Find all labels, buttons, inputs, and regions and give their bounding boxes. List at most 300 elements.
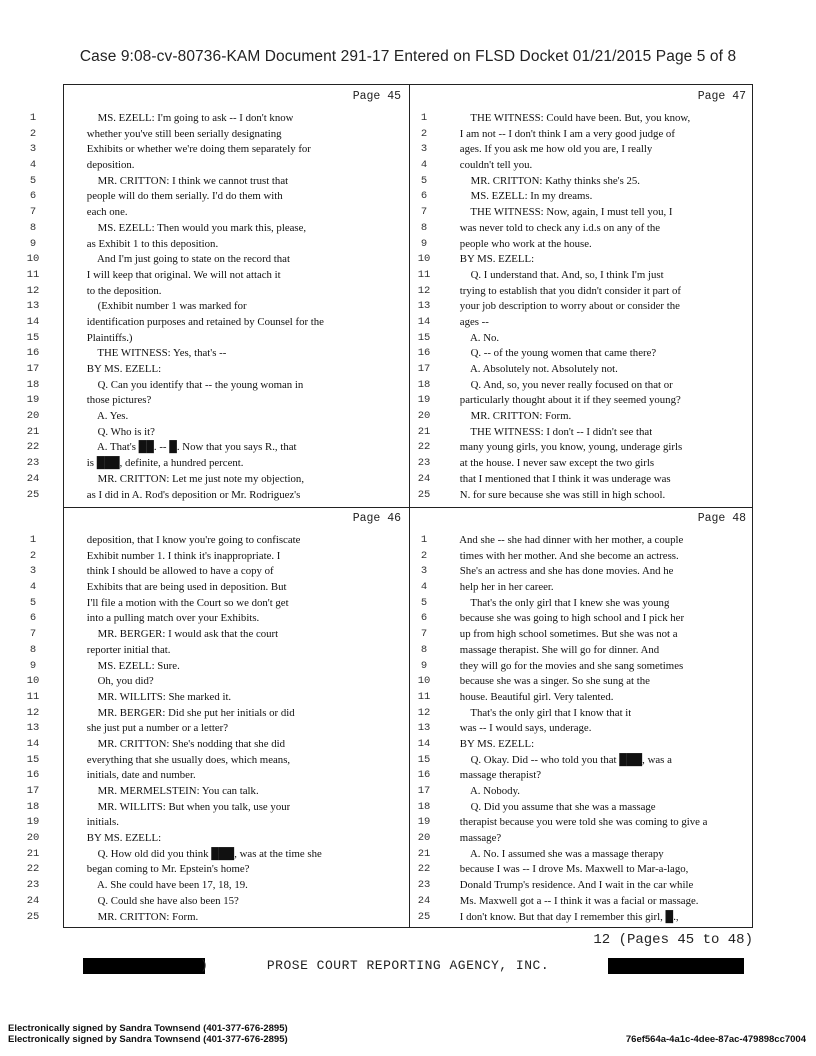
line-number: 20	[26, 410, 40, 423]
transcript-line	[26, 409, 409, 425]
line-text: THE WITNESS: Now, again, I must tell you, I	[449, 206, 673, 219]
transcript-line	[409, 362, 754, 378]
line-text: couldn't tell you.	[449, 159, 533, 172]
transcript-line	[26, 721, 409, 737]
line-text: I am not -- I don't think I am a very good judge of	[449, 127, 675, 140]
transcript-line	[26, 862, 409, 878]
transcript-line	[26, 910, 409, 926]
line-number: 6	[29, 612, 37, 625]
transcript-line	[29, 549, 409, 565]
transcript-line	[409, 158, 754, 174]
transcript-line	[409, 847, 754, 863]
line-text: MR. CRITTON: Form.	[76, 910, 199, 923]
transcript-line	[29, 564, 409, 580]
line-text: MR. BERGER: I would ask that the court	[76, 628, 279, 641]
line-text: Q. Could she have also been 15?	[76, 894, 239, 907]
transcript-line	[29, 142, 409, 158]
line-number: 15	[417, 753, 431, 766]
line-number: 7	[29, 206, 37, 219]
line-text: MR. WILLITS: She marked it.	[76, 690, 232, 703]
transcript-page-46	[26, 507, 409, 929]
line-number: 25	[417, 488, 431, 501]
line-number: 21	[26, 425, 40, 438]
transcript-page-47	[409, 85, 754, 507]
transcript-line	[409, 831, 754, 847]
line-number: 23	[417, 879, 431, 892]
line-number: 22	[26, 441, 40, 454]
line-text: they will go for the movies and she sang sometimes	[449, 659, 684, 672]
transcript-line	[409, 753, 754, 769]
line-number: 1	[29, 534, 37, 546]
transcript-line	[26, 331, 409, 347]
line-number: 5	[420, 174, 428, 187]
line-number: 5	[420, 596, 428, 609]
transcript-line	[29, 237, 409, 253]
line-number: 17	[417, 785, 431, 797]
transcript-page-45	[26, 85, 409, 507]
transcript-line	[409, 784, 754, 800]
line-number: 24	[26, 894, 40, 907]
line-number: 12	[26, 706, 40, 719]
transcript-line	[409, 721, 754, 737]
line-number: 11	[417, 268, 431, 281]
line-number: 23	[26, 457, 40, 470]
line-text: MS. EZELL: In my dreams.	[449, 190, 593, 203]
line-number: 23	[26, 879, 40, 892]
line-number: 25	[26, 910, 40, 923]
transcript-line	[409, 815, 754, 831]
transcript-line	[26, 488, 409, 504]
line-number: 1	[420, 534, 428, 546]
line-text: Ms. Maxwell got a -- I think it was a facial or massage.	[449, 894, 699, 907]
transcript-line	[29, 174, 409, 190]
transcript-page-48	[409, 507, 754, 929]
line-text: Exhibits or whether we're doing them separately for	[76, 143, 311, 156]
line-number: 14	[417, 737, 431, 750]
line-number: 13	[417, 722, 431, 735]
transcript-line	[26, 674, 409, 690]
transcript-line	[409, 315, 754, 331]
line-number: 17	[417, 363, 431, 375]
line-text: A. Yes.	[76, 410, 129, 423]
line-number: 1	[420, 112, 428, 124]
line-number: 22	[417, 863, 431, 876]
line-text: she just put a number or a letter?	[76, 722, 229, 735]
line-text: was never told to check any i.d.s on any of the	[449, 221, 661, 234]
transcript-line	[29, 127, 409, 143]
transcript-line	[409, 674, 754, 690]
line-text: Donald Trump's residence. And I wait in the car while	[449, 879, 694, 892]
transcript-line	[409, 564, 754, 580]
transcript-line	[409, 690, 754, 706]
line-number: 3	[420, 143, 428, 156]
transcript-line	[26, 425, 409, 441]
line-text: up from high school sometimes. But she was not a	[449, 628, 678, 641]
line-text: as I did in A. Rod's deposition or Mr. Rodriguez's	[76, 488, 301, 501]
transcript-line	[409, 111, 754, 127]
transcript-line	[29, 221, 409, 237]
line-number: 8	[420, 643, 428, 656]
transcript-line	[26, 315, 409, 331]
line-number: 23	[417, 457, 431, 470]
line-number: 13	[26, 722, 40, 735]
line-number: 18	[26, 378, 40, 391]
line-text: And I'm just going to state on the record that	[76, 253, 290, 266]
transcript-line	[26, 440, 409, 456]
line-text: initials, date and number.	[76, 769, 196, 782]
line-text: MR. BERGER: Did she put her initials or did	[76, 706, 295, 719]
transcript-line	[26, 768, 409, 784]
line-text: MR. CRITTON: She's nodding that she did	[76, 737, 285, 750]
line-text: is ███, definite, a hundred percent.	[76, 457, 244, 470]
transcript-line	[26, 690, 409, 706]
transcript-line	[409, 862, 754, 878]
line-number: 24	[417, 894, 431, 907]
transcript-lines	[26, 533, 409, 925]
line-number: 19	[26, 816, 40, 829]
line-number: 12	[417, 706, 431, 719]
transcript-line	[26, 815, 409, 831]
line-text: help her in her career.	[449, 581, 554, 594]
line-number: 25	[26, 488, 40, 501]
line-text: people who work at the house.	[449, 237, 592, 250]
line-text: as Exhibit 1 to this deposition.	[76, 237, 219, 250]
transcript-line	[29, 189, 409, 205]
line-number: 7	[420, 206, 428, 219]
line-text: ages. If you ask me how old you are, I really	[449, 143, 653, 156]
transcript-line	[409, 643, 754, 659]
page-label: Page 47	[697, 90, 746, 103]
line-number: 20	[417, 410, 431, 423]
line-number: 24	[26, 472, 40, 485]
line-text: particularly thought about it if they seemed young?	[449, 394, 681, 407]
transcript-lines	[409, 533, 754, 925]
transcript-line	[409, 878, 754, 894]
line-text: (Exhibit number 1 was marked for	[76, 300, 247, 313]
line-text: Q. -- of the young women that came there?	[449, 347, 657, 360]
transcript-line	[409, 533, 754, 549]
transcript-line	[409, 237, 754, 253]
transcript-line	[26, 894, 409, 910]
transcript-line	[26, 878, 409, 894]
line-text: Q. And, so, you never really focused on that or	[449, 378, 673, 391]
transcript-line	[26, 831, 409, 847]
line-number: 10	[417, 675, 431, 688]
transcript-lines	[26, 111, 409, 503]
transcript-line	[409, 737, 754, 753]
line-text: N. for sure because she was still in high school.	[449, 488, 666, 501]
line-number: 20	[26, 832, 40, 845]
line-text: Exhibit number 1. I think it's inappropriate. I	[76, 549, 281, 562]
line-number: 16	[417, 347, 431, 360]
transcript-line	[409, 580, 754, 596]
line-number: 10	[26, 675, 40, 688]
line-text: MR. CRITTON: Form.	[449, 410, 572, 423]
transcript-line	[409, 800, 754, 816]
line-number: 14	[26, 737, 40, 750]
page-label: Page 48	[697, 512, 746, 525]
line-text: I don't know. But that day I remember this girl, █.,	[449, 910, 679, 923]
transcript-line	[26, 737, 409, 753]
line-text: A. No.	[449, 331, 500, 344]
line-text: I will keep that original. We will not attach it	[76, 268, 281, 281]
line-text: many young girls, you know, young, underage girls	[449, 441, 683, 454]
transcript-line	[409, 472, 754, 488]
line-text: massage therapist?	[449, 769, 542, 782]
transcript-line	[409, 284, 754, 300]
line-number: 19	[26, 394, 40, 407]
line-text: house. Beautiful girl. Very talented.	[449, 690, 614, 703]
line-text: times with her mother. And she become an actress.	[449, 549, 679, 562]
line-text: therapist because you were told she was coming to give a	[449, 816, 708, 829]
line-number: 15	[26, 331, 40, 344]
line-text: reporter initial that.	[76, 643, 171, 656]
transcript-line	[29, 580, 409, 596]
line-text: ages --	[449, 315, 489, 328]
line-number: 5	[29, 174, 37, 187]
line-number: 13	[26, 300, 40, 313]
line-number: 16	[26, 347, 40, 360]
transcript-line	[409, 378, 754, 394]
line-number: 11	[417, 690, 431, 703]
line-number: 9	[29, 237, 37, 250]
line-number: 8	[29, 643, 37, 656]
line-text: to the deposition.	[76, 284, 162, 297]
line-number: 21	[417, 847, 431, 860]
line-number: 17	[26, 363, 40, 375]
line-number: 19	[417, 816, 431, 829]
line-text: Q. Who is it?	[76, 425, 155, 438]
transcript-line	[26, 268, 409, 284]
transcript-line	[26, 847, 409, 863]
line-text: THE WITNESS: I don't -- I didn't see that	[449, 425, 653, 438]
line-text: BY MS. EZELL:	[76, 832, 162, 845]
line-text: identification purposes and retained by Counsel for the	[76, 315, 324, 328]
line-text: at the house. I never saw except the two girls	[449, 457, 655, 470]
transcript-line	[409, 425, 754, 441]
line-text: Exhibits that are being used in deposition. But	[76, 581, 287, 594]
line-text: people will do them serially. I'd do them with	[76, 190, 283, 203]
line-number: 3	[29, 565, 37, 578]
transcript-line	[26, 284, 409, 300]
line-number: 3	[29, 143, 37, 156]
line-number: 14	[417, 315, 431, 328]
line-number: 20	[417, 832, 431, 845]
line-number: 4	[29, 581, 37, 594]
line-number: 15	[26, 753, 40, 766]
line-text: THE WITNESS: Yes, that's --	[76, 347, 227, 360]
redaction-bar	[608, 958, 744, 974]
line-number: 12	[26, 284, 40, 297]
line-text: massage?	[449, 832, 502, 845]
line-number: 16	[417, 769, 431, 782]
transcript-line	[29, 158, 409, 174]
line-number: 16	[26, 769, 40, 782]
electronic-signature-line: Electronically signed by Sandra Townsend (401-377-676-2895)	[8, 1023, 288, 1034]
page-label: Page 46	[352, 512, 401, 525]
transcript-line	[409, 127, 754, 143]
line-number: 6	[29, 190, 37, 203]
transcript-line	[29, 659, 409, 675]
line-text: deposition, that I know you're going to confiscate	[76, 534, 301, 546]
line-text: Q. Okay. Did -- who told you that ███, was a	[449, 753, 672, 766]
line-text: That's the only girl that I know that it	[449, 706, 632, 719]
transcript-line	[409, 596, 754, 612]
transcript-line	[26, 456, 409, 472]
line-number: 9	[420, 659, 428, 672]
line-text: I'll file a motion with the Court so we don't get	[76, 596, 289, 609]
line-number: 13	[417, 300, 431, 313]
line-text: MR. CRITTON: Let me just note my objection,	[76, 472, 305, 485]
transcript-line	[409, 768, 754, 784]
line-text: BY MS. EZELL:	[449, 253, 535, 266]
line-text: everything that she usually does, which means,	[76, 753, 291, 766]
line-number: 11	[26, 268, 40, 281]
line-text: was -- I would says, underage.	[449, 722, 592, 735]
line-text: because she was a singer. So she sung at the	[449, 675, 650, 688]
line-text: THE WITNESS: Could have been. But, you know,	[449, 112, 691, 124]
line-text: massage therapist. She will go for dinner. And	[449, 643, 660, 656]
transcript-line	[26, 800, 409, 816]
transcript-line	[409, 346, 754, 362]
transcript-line	[29, 643, 409, 659]
line-number: 24	[417, 472, 431, 485]
transcript-line	[409, 627, 754, 643]
line-number: 21	[417, 425, 431, 438]
line-text: think I should be allowed to have a copy of	[76, 565, 274, 578]
transcript-line	[26, 706, 409, 722]
line-text: Q. I understand that. And, so, I think I'm just	[449, 268, 664, 281]
line-text: MS. EZELL: Sure.	[76, 659, 180, 672]
line-text: initials.	[76, 816, 119, 829]
line-text: She's an actress and she has done movies. And he	[449, 565, 674, 578]
line-text: trying to establish that you didn't consider it part of	[449, 284, 681, 297]
line-number: 6	[420, 612, 428, 625]
transcript-line	[409, 409, 754, 425]
transcript-line	[29, 533, 409, 549]
line-text: your job description to worry about or consider the	[449, 300, 680, 313]
transcript-line	[26, 299, 409, 315]
line-text: those pictures?	[76, 394, 152, 407]
line-text: A. No. I assumed she was a massage therapy	[449, 847, 664, 860]
line-text: A. That's ██. -- █. Now that you says R., that	[76, 441, 297, 454]
line-text: A. She could have been 17, 18, 19.	[76, 879, 248, 892]
line-number: 2	[420, 127, 428, 140]
line-number: 18	[26, 800, 40, 813]
line-number: 14	[26, 315, 40, 328]
transcript-line	[26, 378, 409, 394]
transcript-grid	[26, 84, 753, 928]
line-text: And she -- she had dinner with her mother, a couple	[449, 534, 684, 546]
line-number: 1	[29, 112, 37, 124]
line-text: A. Nobody.	[449, 785, 520, 797]
transcript-line	[409, 299, 754, 315]
transcript-line	[409, 393, 754, 409]
line-text: Q. How old did you think ███, was at the time she	[76, 847, 322, 860]
line-number: 8	[29, 221, 37, 234]
line-text: MR. WILLITS: But when you talk, use your	[76, 800, 291, 813]
line-text: deposition.	[76, 159, 135, 172]
line-number: 4	[420, 159, 428, 172]
line-text: began coming to Mr. Epstein's home?	[76, 863, 250, 876]
line-text: That's the only girl that I knew she was young	[449, 596, 670, 609]
transcript-line	[26, 393, 409, 409]
line-number: 4	[420, 581, 428, 594]
line-number: 19	[417, 394, 431, 407]
line-number: 3	[420, 565, 428, 578]
pages-range: 12 (Pages 45 to 48)	[593, 932, 753, 948]
line-number: 25	[417, 910, 431, 923]
line-number: 7	[29, 628, 37, 641]
transcript-line	[409, 440, 754, 456]
transcript-line	[409, 910, 754, 926]
transcript-line	[409, 611, 754, 627]
transcript-line	[409, 456, 754, 472]
transcript-line	[26, 753, 409, 769]
line-number: 6	[420, 190, 428, 203]
line-number: 12	[417, 284, 431, 297]
line-text: MR. CRITTON: Kathy thinks she's 25.	[449, 174, 640, 187]
line-text: Oh, you did?	[76, 675, 154, 688]
line-text: Q. Can you identify that -- the young woman in	[76, 378, 304, 391]
line-number: 2	[29, 549, 37, 562]
transcript-line	[409, 205, 754, 221]
line-number: 9	[420, 237, 428, 250]
line-number: 11	[26, 690, 40, 703]
transcript-line	[409, 488, 754, 504]
line-number: 21	[26, 847, 40, 860]
transcript-line	[26, 252, 409, 268]
line-number: 4	[29, 159, 37, 172]
line-text: whether you've still been serially designating	[76, 127, 282, 140]
line-text: MR. MERMELSTEIN: You can talk.	[76, 785, 259, 797]
line-number: 22	[26, 863, 40, 876]
line-number: 2	[29, 127, 37, 140]
transcript-line	[409, 659, 754, 675]
line-text: that I mentioned that I think it was underage was	[449, 472, 671, 485]
line-number: 10	[26, 253, 40, 266]
line-number: 22	[417, 441, 431, 454]
line-text: into a pulling match over your Exhibits.	[76, 612, 260, 625]
line-text: MS. EZELL: I'm going to ask -- I don't know	[76, 112, 294, 124]
transcript-line	[409, 268, 754, 284]
transcript-line	[409, 221, 754, 237]
page-label: Page 45	[352, 90, 401, 103]
line-number: 18	[417, 800, 431, 813]
line-text: MR. CRITTON: I think we cannot trust that	[76, 174, 289, 187]
line-number: 5	[29, 596, 37, 609]
transcript-line	[409, 189, 754, 205]
line-number: 9	[29, 659, 37, 672]
transcript-line	[26, 472, 409, 488]
transcript-line	[26, 784, 409, 800]
transcript-line	[409, 174, 754, 190]
case-header: Case 9:08-cv-80736-KAM Document 291-17 Entered on FLSD Docket 01/21/2015 Page 5 of 8	[79, 48, 737, 65]
transcript-line	[409, 549, 754, 565]
transcript-line	[26, 362, 409, 378]
transcript-line	[29, 205, 409, 221]
line-text: Plaintiffs.)	[76, 331, 133, 344]
line-number: 10	[417, 253, 431, 266]
transcript-line	[26, 346, 409, 362]
line-text: each one.	[76, 206, 128, 219]
line-text: because she was going to high school and I pick her	[449, 612, 685, 625]
electronic-signature-line: Electronically signed by Sandra Townsend (401-377-676-2895)	[8, 1034, 288, 1045]
transcript-line	[29, 111, 409, 127]
line-text: because I was -- I drove Ms. Maxwell to Mar-a-lago,	[449, 863, 689, 876]
line-text: BY MS. EZELL:	[76, 363, 162, 375]
transcript-line	[29, 627, 409, 643]
